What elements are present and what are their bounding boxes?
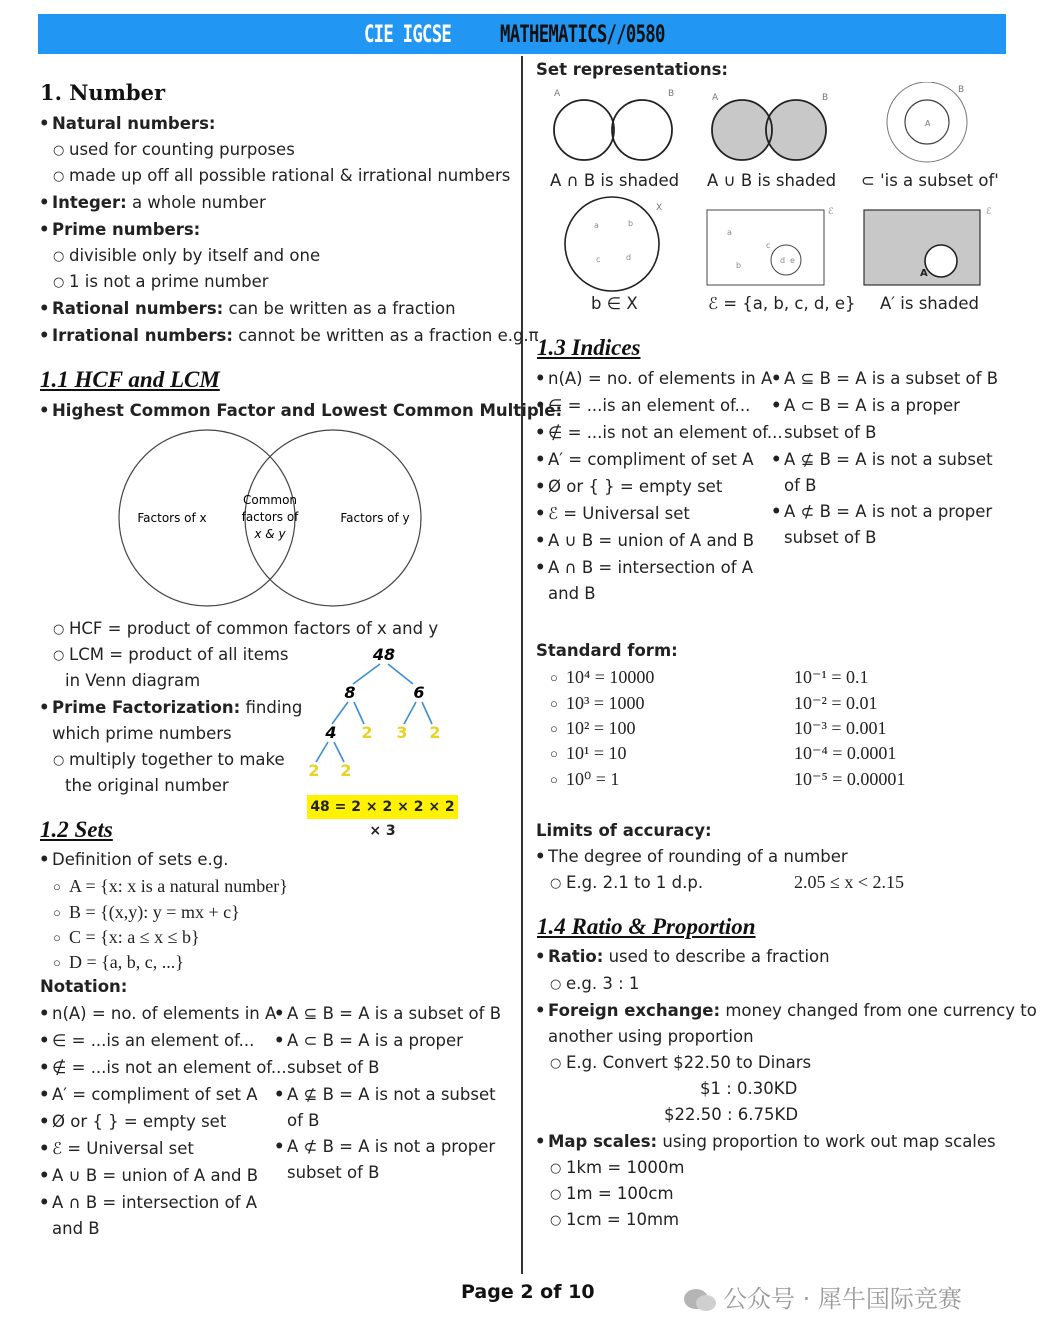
std-right-4: 10⁻⁵ = 0.00001 [794, 769, 906, 789]
right-notation-l1: • n(A) = no. of elements in A [548, 369, 772, 389]
left-notation-r4: • A ⊄ B = A is not a proper [287, 1137, 495, 1157]
prime-sub2: ○ 1 is not a prime number [69, 272, 269, 292]
right-notation-l3: • ∉ = ...is not an element of... [548, 423, 783, 443]
prime-sub1: ○ divisible only by itself and one [69, 246, 320, 266]
right-notation-r4b: subset of B [784, 528, 877, 547]
factor-tree-result: 48 = 2 × 2 × 2 × 2 × 3 [307, 795, 458, 819]
std-right-2: 10⁻³ = 0.001 [794, 718, 887, 738]
ratio-label: Ratio: [548, 947, 604, 966]
tree-node-2b: 2 [429, 723, 441, 742]
diag1-label-b: B [668, 89, 675, 99]
venn-mid-label-3: x & y [254, 527, 286, 541]
right-notation-l5: • Ø or { } = empty set [548, 477, 722, 497]
tree-node-2a: 2 [361, 723, 373, 742]
std-right-3: 10⁻⁴ = 0.0001 [794, 743, 897, 763]
std-left-3: ○ 10¹ = 10 [566, 743, 627, 763]
fx-line2: $22.50 : 6.75KD [664, 1105, 799, 1124]
diag5-elem-e: e [790, 256, 795, 265]
lcm-definition-2: in Venn diagram [65, 671, 201, 690]
right-notation-r2: • A ⊂ B = A is a proper [784, 396, 960, 416]
fx-label: Foreign exchange: [548, 1001, 721, 1020]
irrational-text: cannot be written as a fraction e.g.π [232, 326, 539, 345]
set-d: ○ D = {a, b, c, ...} [69, 952, 184, 972]
right-notation-l8b: and B [548, 584, 596, 603]
venn-left-label: Factors of x [137, 511, 207, 525]
watermark-text: 公众号 · 犀牛国际竞赛 [723, 1285, 962, 1313]
fx-line1: $1 : 0.30KD [700, 1079, 798, 1098]
pf-line [52, 698, 302, 718]
natural-label: • Natural numbers: [52, 114, 216, 134]
pf-text1: finding [240, 698, 303, 717]
map-scale-3: ○ 1cm = 10mm [566, 1210, 679, 1230]
left-notation-l2: • ∈ = ...is an element of... [52, 1031, 254, 1051]
diag4-elem-d: d [626, 253, 632, 262]
ratio-example: ○ e.g. 3 : 1 [566, 974, 639, 994]
sets-title: 1.2 Sets [40, 817, 113, 842]
fx-line [548, 1001, 1037, 1021]
right-notation-l7: • A ∪ B = union of A and B [548, 531, 754, 551]
left-notation-r2: • A ⊂ B = A is a proper [287, 1031, 463, 1051]
fx-text: money changed from one currency to [720, 1001, 1037, 1020]
std-left-1: ○ 10³ = 1000 [566, 693, 645, 713]
integer-line [52, 193, 266, 213]
set-representation-diagrams [540, 82, 1010, 322]
map-text: using proportion to work out map scales [657, 1132, 996, 1151]
left-notation-l8b: and B [52, 1219, 100, 1238]
tree-node-2c: 2 [308, 761, 320, 780]
tree-node-4: 4 [325, 723, 337, 742]
irrational-line [52, 326, 539, 346]
right-notation-l8a: • A ∩ B = intersection of A [548, 558, 753, 578]
diag4-elem-c: c [596, 255, 601, 264]
left-notation-l5: • Ø or { } = empty set [52, 1112, 226, 1132]
notation-label: Notation: [40, 977, 128, 996]
diag5-elem-b: b [736, 261, 742, 270]
diag3-label-a: A [925, 119, 931, 128]
caption-intersection: A ∩ B is shaded [550, 171, 680, 190]
rational-text: can be written as a fraction [223, 299, 456, 318]
std-left-0: ○ 10⁴ = 10000 [566, 667, 654, 687]
accuracy-range: 2.05 ≤ x < 2.15 [794, 872, 905, 892]
diag6-label-e: ℰ [986, 207, 992, 217]
accuracy-bullet: • The degree of rounding of a number [548, 847, 848, 867]
diag3-label-b: B [958, 85, 965, 95]
map-scale-2: ○ 1m = 100cm [566, 1184, 674, 1204]
fx-example: ○ E.g. Convert $22.50 to Dinars [566, 1053, 811, 1073]
integer-label: Integer: [52, 193, 127, 212]
hcf-bullet: • Highest Common Factor and Lowest Common Multiple: [52, 401, 562, 421]
natural-sub2: ○ made up off all possible rational & irrational numbers [69, 166, 510, 186]
left-notation-l8a: • A ∩ B = intersection of A [52, 1193, 257, 1213]
ratio-title: 1.4 Ratio & Proportion [537, 914, 756, 939]
left-notation-r3b: of B [287, 1111, 320, 1130]
right-notation-l6: • ℰ = Universal set [548, 504, 690, 524]
diag5-label-e: ℰ [828, 207, 834, 217]
diag4-label-x: X [656, 203, 663, 213]
hcf-venn-diagram [110, 418, 430, 618]
section-number-title: 1. Number [40, 80, 166, 105]
map-line [548, 1132, 996, 1152]
caption-element-of: b ∈ X [591, 294, 638, 313]
right-notation-r3: • A ⊈ B = A is not a subset [784, 450, 993, 470]
indices-title: 1.3 Indices [537, 335, 641, 360]
irrational-label: Irrational numbers: [52, 326, 233, 345]
venn-right-label: Factors of y [340, 511, 410, 525]
right-notation-r3b: of B [784, 476, 817, 495]
left-notation-r4b: subset of B [287, 1163, 380, 1182]
map-scale-1: ○ 1km = 1000m [566, 1158, 685, 1178]
watermark [683, 1279, 962, 1314]
rational-label: Rational numbers: [52, 299, 224, 318]
diag4-elem-a: a [594, 221, 599, 230]
column-divider [521, 56, 523, 1274]
caption-subset: ⊂ 'is a subset of' [861, 171, 999, 190]
hcf-definition: ○ HCF = product of common factors of x and y [69, 619, 438, 639]
diag5-elem-a: a [727, 228, 732, 237]
tree-node-48: 48 [372, 645, 396, 664]
tree-node-3: 3 [396, 723, 408, 742]
standard-form-title: Standard form: [536, 641, 678, 660]
pf-text2: which prime numbers [52, 724, 232, 743]
set-rep-title: Set representations: [536, 60, 728, 79]
rational-line [52, 299, 456, 319]
tree-node-8: 8 [344, 683, 356, 702]
left-notation-l3: • ∉ = ...is not an element of... [52, 1058, 287, 1078]
left-notation-l4: • A′ = compliment of set A [52, 1085, 258, 1105]
left-notation-l1: • n(A) = no. of elements in A [52, 1004, 276, 1024]
header-banner [38, 14, 1006, 54]
map-label: Map scales: [548, 1132, 658, 1151]
venn-mid-label-2: factors of [241, 510, 299, 524]
diag1-label-a: A [554, 89, 561, 99]
venn-mid-label-1: Common [242, 493, 298, 507]
factor-tree [300, 640, 460, 790]
set-b: ○ B = {(x,y): y = mx + c} [69, 902, 240, 922]
tree-node-2d: 2 [340, 761, 352, 780]
right-notation-r4: • A ⊄ B = A is not a proper [784, 502, 992, 522]
banner-part1: CIE IGCSE [364, 20, 452, 48]
diag2-label-a: A [712, 93, 719, 103]
std-right-1: 10⁻² = 0.01 [794, 693, 878, 713]
right-notation-r1: • A ⊆ B = A is a subset of B [784, 369, 998, 389]
pf-label: Prime Factorization: [52, 698, 241, 717]
std-left-2: ○ 10² = 100 [566, 718, 636, 738]
prime-label: • Prime numbers: [52, 220, 200, 240]
page-number: Page 2 of 10 [461, 1281, 595, 1303]
left-notation-r1: • A ⊆ B = A is a subset of B [287, 1004, 501, 1024]
std-right-0: 10⁻¹ = 0.1 [794, 667, 869, 687]
hcf-title: 1.1 HCF and LCM [40, 367, 220, 392]
right-notation-r2b: subset of B [784, 423, 877, 442]
set-c: ○ C = {x: a ≤ x ≤ b} [69, 927, 200, 947]
left-notation-r3: • A ⊈ B = A is not a subset [287, 1085, 496, 1105]
wechat-icon [683, 1287, 717, 1313]
accuracy-title: Limits of accuracy: [536, 821, 712, 840]
left-notation-r2b: subset of B [287, 1058, 380, 1077]
right-notation-l2: • ∈ = ...is an element of... [548, 396, 750, 416]
diag6-label-a: A [920, 268, 928, 279]
caption-universal-set: ℰ = {a, b, c, d, e} [708, 294, 856, 313]
pf-sub1: ○ multiply together to make [69, 750, 285, 770]
diag5-elem-c: c [766, 241, 771, 250]
accuracy-example: ○ E.g. 2.1 to 1 d.p. [566, 873, 703, 893]
lcm-definition-1: ○ LCM = product of all items [69, 645, 289, 665]
std-left-4: ○ 10⁰ = 1 [566, 769, 619, 789]
caption-union: A ∪ B is shaded [707, 171, 837, 190]
ratio-line [548, 947, 830, 967]
diag4-elem-b: b [628, 219, 634, 228]
right-notation-l4: • A′ = compliment of set A [548, 450, 754, 470]
left-notation-l6: • ℰ = Universal set [52, 1139, 194, 1159]
caption-complement: A′ is shaded [880, 294, 979, 313]
set-a: ○ A = {x: x is a natural number} [69, 876, 288, 896]
diag2-label-b: B [822, 93, 829, 103]
diag5-elem-d: d [780, 256, 786, 265]
banner-part2: MATHEMATICS//0580 [500, 20, 665, 48]
ratio-text: used to describe a fraction [603, 947, 830, 966]
left-notation-l7: • A ∪ B = union of A and B [52, 1166, 258, 1186]
tree-node-6: 6 [413, 683, 425, 702]
fx-text2: another using proportion [548, 1027, 754, 1046]
integer-text: a whole number [126, 193, 266, 212]
sets-definition: • Definition of sets e.g. [52, 850, 228, 870]
pf-sub2: the original number [65, 776, 229, 795]
natural-sub1: ○ used for counting purposes [69, 140, 295, 160]
